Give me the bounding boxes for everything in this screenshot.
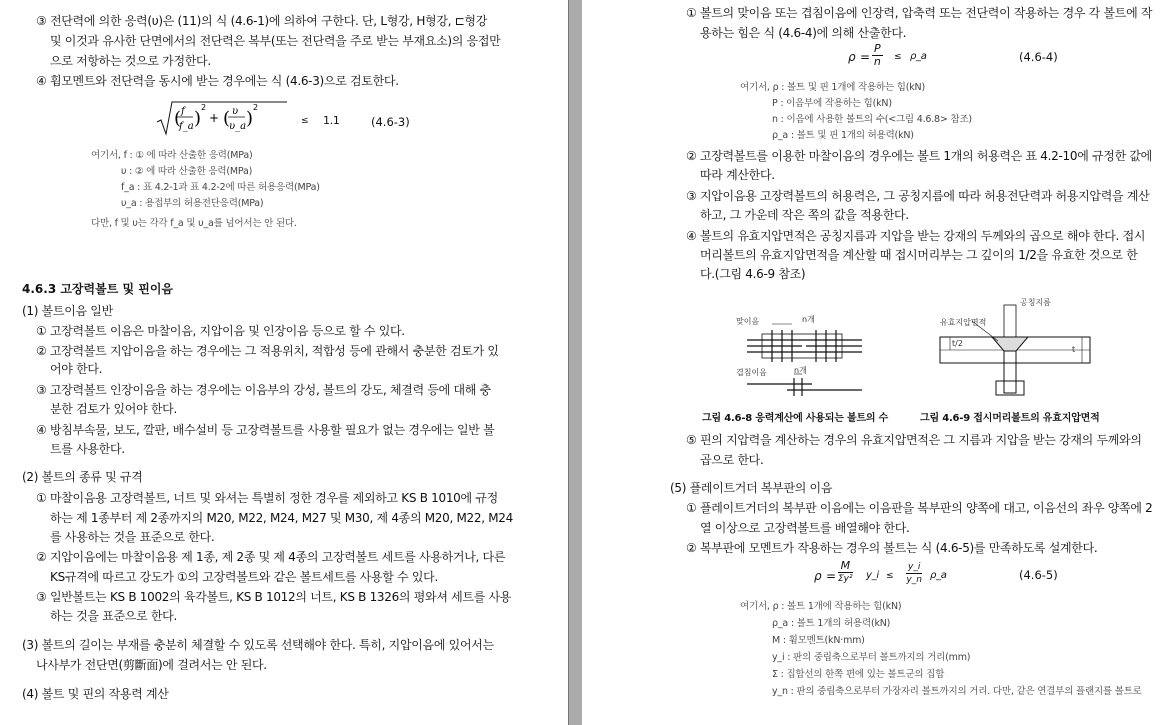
eq463-rhs: 1.1 [323,114,340,127]
svg-text:+: + [209,111,220,125]
sub1-item3: ③ 고장력볼트 인장이음을 하는 경우에는 이음부의 강성, 볼트의 강도, 체결력 등에 대해 충 [36,383,491,397]
fig9-label-half: t/2 [952,339,963,348]
r-sub5-item1b: 열 이상으로 고장력볼트를 배열해야 한다. [700,521,910,535]
where-line5: 다만, f 및 υ는 각각 f_a 및 υ_a를 넘어서는 안 된다. [91,218,297,229]
eq463-va: υ_a [229,121,247,132]
sub2-item2: ② 지압이음에는 마찰이음용 제 1종, 제 2종 및 제 4종의 고장력볼트 세트를 사용하거나, 다른 [36,550,506,564]
r-where1-line4: ρ_a : 볼트 및 핀 1개의 허용력(kN) [772,130,914,141]
figure-4-6-8 [732,310,872,405]
r-where2-line1: 여기서, ρ : 볼트 1개에 작용하는 힘(kN) [740,601,902,612]
r-sub5-item1: ① 플레이트거더의 복부판 이음에는 이음판을 복부판의 양쪽에 대고, 이음선의 좌우 양쪽에 2 [686,501,1153,515]
sub3-line2: 나사부가 전단면(剪斷面)에 걸려서는 안 된다. [36,658,267,672]
sub1-item4: ④ 방침부속물, 보도, 깔판, 배수설비 등 고장력볼트를 사용할 필요가 없는 경우에는 일반 볼 [36,423,495,437]
r-item4c: 다.(그림 4.6-9 참조) [700,267,806,281]
r-item5b: 곱으로 한다. [700,453,764,467]
eq465-yi: y_i [866,570,879,581]
sub2-item3b: 하는 것을 표준으로 한다. [50,609,177,623]
eq465-den: Σy² [838,574,853,584]
item3-line1: ③ 전단력에 의한 응력(υ)은 (11)의 식 (4.6-1)에 의하여 구한다. 단, L형강, H형강, ⊏형강 [36,14,488,28]
where-line1: 여기서, f : ① 에 따라 산출한 응력(MPa) [91,150,253,161]
r-where2-line4: y_i : 판의 중립축으로부터 볼트까지의 거리(mm) [772,652,971,663]
right-page: ① 볼트의 맞이음 또는 겹침이음에 인장력, 압축력 또는 전단력이 작용하는 경우 각 볼트에 작 용하는 힘은 식 (4.6-4)에 의해 산출한다. ρ = $\frac{P}{n}$ ≤ ρ_a (4.6-4) 여기서, ρ : 볼트 및 핀 1개에 작용하는 힘(kN) P : 이음부에 작용하는 힘(kN) n : 이음에 사용한 볼트의 수(<그림 4.6.8> 참조) ρ_a : 볼트 및 핀 1개의 허용력(kN) ② 고장력볼트를 이용한 마찰이음의 경우에는 볼트 1개의 허용력은 표 4.2-10에 규정한 값에 따라 계산한다. ③ 지압이음용 고장력볼트의 허용력은, 그 공칭지름에 따라 허용전단력과 허용지압력을 계산 하고, 그 가운데 작은 쪽의 값을 적용한다. ④ 볼트의 유효지압면적은 공칭지름과 지압을 받는 강재의 두께와의 곱으로 해야 한다. 접시 머리볼트의 유효지압면적을 계산할 때 접시머리부는 그 깊이의 1/2을 유효한 것으로 한 다.(그림 4.6-9 참조) 맞이음 n개 겹침이음 n개 공칭지름 유효지압면적 t/2 t 그림 4.6-8 응력계산에 사용되는 볼트의 수 그림 4.6-9 접시머리볼트의 유효지압면적 ⑤ 핀의 지압력을 계산하는 경우의 유효지압면적은 그 지름과 지압을 받는 강재의 두께와의 곱으로 한다. (5) 플레이트거더 복부판의 이음 ① 플레이트거더의 복부판 이음에는 이음판을 복부판의 양쪽에 대고, 이음선의 좌우 양쪽에 2 열 이상으로 고장력볼트를 배열해야 한다. ② 복부판에 모멘트가 작용하는 경우의 볼트는 식 (4.6-5)를 만족하도록 설계한다. ρ = M Σy² y_i ≤ $\frac{y\_i}{y\_n}$ ρ_a (4.6-5) 여기서, ρ : 볼트 1개에 작용하는 힘(kN) ρ_a : 볼트 1개의 허용력(kN) M : 휨모멘트(kN·mm) y_i : 판의 중립축으로부터 볼트까지의 거리(mm) Σ : 집합선의 한쪽 편에 있는 볼트군의 집합 y_n : 판의 중립축으로부터 가장자리 볼트까지의 거리. 다만, 같은 연결부의 플랜지를 볼트로 [582,0,1164,725]
figure-4-6-9 [932,295,1092,405]
r-item4b: 머리볼트의 유효지압면적을 계산할 때 접시머리부는 그 깊이의 1/2을 유효한 것으로 한 [700,248,1138,262]
eq463-number: (4.6-3) [371,115,410,129]
item4-line: ④ 휨모멘트와 전단력을 동시에 받는 경우에는 식 (4.6-3)으로 검토한다. [36,74,399,88]
sub2-item3: ③ 일반볼트는 KS B 1002의 육각볼트, KS B 1012의 너트, KS B 1326의 평와셔 세트를 사용 [36,590,512,604]
r-where1-line2: P : 이음부에 작용하는 힘(kN) [772,98,892,109]
sub1-item2: ② 고장력볼트 지압이음을 하는 경우에는 그 적용위치, 적합성 등에 관해서 충분한 검토가 있 [36,344,499,358]
r-item3: ③ 지압이음용 고장력볼트의 허용력은, 그 공칭지름에 따라 허용전단력과 허용지압력을 계산 [686,189,1150,203]
svg-text:): ) [194,108,202,129]
sub3-line1: (3) 볼트의 길이는 부재를 충분히 체결할 수 있도록 선택해야 한다. 특히, 지압이음에 있어서는 [22,638,494,652]
r-sub5-heading: (5) 플레이트거더 복부판의 이음 [670,481,833,495]
eq465-yn: y_n [906,575,922,585]
eq464-rhs: ρ_a [910,51,927,62]
eq463-fa: f_a [179,121,194,132]
sub1-item2b: 어야 한다. [50,362,103,376]
eq465-rel: ≤ [886,571,894,581]
fig8-label-n1: n개 [802,315,815,324]
r-where2-line3: M : 휨모멘트(kN·mm) [772,635,865,646]
page-gap-left [568,0,569,725]
eq463-sq1: 2 [201,103,207,112]
r-where2-line2: ρ_a : 볼트 1개의 허용력(kN) [772,618,891,629]
where-line2: υ : ② 에 따라 산출한 응력(MPa) [121,166,253,177]
eq464-lhs: ρ [848,50,856,64]
svg-text:(: ( [174,108,182,129]
sub4-heading: (4) 볼트 및 핀의 작용력 계산 [22,687,169,701]
eq463-v: υ [232,106,239,117]
eq463-rel: ≤ [301,116,309,126]
eq464-den: n [873,55,881,68]
sub1-heading: (1) 볼트이음 일반 [22,304,113,318]
fig9-label-t: t [1072,345,1076,354]
eq464-num: P [874,42,881,55]
sub1-item4b: 트를 사용한다. [50,442,125,456]
fig8-label-bottom: 겹침이음 [736,368,767,377]
fig9-label-dia: 공칭지름 [1020,298,1051,307]
eq464-number: (4.6-4) [1019,50,1058,64]
sub1-item3b: 분한 검토가 있어야 한다. [50,402,177,416]
sub2-item1: ① 마찰이음용 고장력볼트, 너트 및 와셔는 특별히 정한 경우를 제외하고 KS B 1010에 규정 [36,491,498,505]
eq465-number: (4.6-5) [1019,568,1058,582]
sub2-item1b: 하는 제 1종부터 제 2종까지의 M20, M22, M24, M27 및 M30, 제 4종의 M20, M22, M24 [50,511,513,525]
left-page [0,0,568,725]
r-item1-line1: ① 볼트의 맞이음 또는 겹침이음에 인장력, 압축력 또는 전단력이 작용하는 경우 각 볼트에 작 [686,6,1153,20]
r-where2-line6: y_n : 판의 중립축으로부터 가장자리 볼트까지의 거리. 다만, 같은 연결부의 플랜지를 볼트로 [772,686,1142,697]
r-item5: ⑤ 핀의 지압력을 계산하는 경우의 유효지압면적은 그 지름과 지압을 받는 강재의 두께와의 [686,433,1142,447]
eq465-rhs: ρ_a [930,570,947,581]
r-item2b: 따라 계산한다. [700,168,775,182]
r-item3b: 하고, 그 가운데 작은 쪽의 값을 적용한다. [700,208,909,222]
where-line4: υ_a : 용접부의 허용전단응력(MPa) [121,198,264,209]
item3-line3: 으로 저항하는 것으로 가정한다. [50,54,211,68]
eq464-rel: ≤ [894,52,902,62]
svg-text:(: ( [223,108,231,129]
fig8-label-n2: n개 [794,366,807,375]
where-line3: f_a : 표 4.2-1과 표 4.2-2에 따른 허용응력(MPa) [121,182,320,193]
r-item2: ② 고장력볼트를 이용한 마찰이음의 경우에는 볼트 1개의 허용력은 표 4.2-10에 규정한 값에 [686,149,1152,163]
fig8-label-top: 맞이음 [736,317,760,326]
sub2-item2b: KS규격에 따르고 강도가 ①의 고장력볼트와 같은 볼트세트를 사용할 수 있다. [50,570,438,584]
eq463-f: f [181,106,185,117]
caption-4-6-8: 그림 4.6-8 응력계산에 사용되는 볼트의 수 [702,413,889,424]
r-where1-line1: 여기서, ρ : 볼트 및 핀 1개에 작용하는 힘(kN) [740,82,925,93]
r-where2-line5: Σ : 집합선의 한쪽 편에 있는 볼트군의 집합 [772,669,945,680]
sub2-item1c: 를 사용하는 것을 표준으로 한다. [50,530,215,544]
eq465-num: M [838,560,853,573]
svg-text:): ) [246,108,254,129]
fig9-label-area: 유효지압면적 [940,318,987,327]
eq465-lhs: ρ [814,569,822,583]
eq465-yi2: y_i [908,562,921,572]
item3-line2: 및 이것과 유사한 단면에서의 전단력은 복부(또는 전단력을 주로 받는 부재요소)의 응접만 [50,34,501,48]
sub2-heading: (2) 볼트의 종류 및 규격 [22,470,143,484]
r-where1-line3: n : 이음에 사용한 볼트의 수(<그림 4.6.8> 참조) [772,114,972,125]
r-sub5-item2: ② 복부판에 모멘트가 작용하는 경우의 볼트는 식 (4.6-5)를 만족하도록 설계한다. [686,541,1098,555]
eq463-sq2: 2 [253,103,259,112]
caption-4-6-9: 그림 4.6-9 접시머리볼트의 유효지압면적 [920,413,1100,424]
sub1-item1: ① 고장력볼트 이음은 마찰이음, 지압이음 및 인장이음 등으로 할 수 있다. [36,324,405,338]
countersunk-bolt-diagram [932,295,1092,405]
section-title: 4.6.3 고장력볼트 및 핀이음 [22,282,174,296]
r-item1-line2: 용하는 힘은 식 (4.6-4)에 의해 산출한다. [700,26,907,40]
sqrt-sign [155,100,295,138]
r-item4: ④ 볼트의 유효지압면적은 공칭지름과 지압을 받는 강재의 두께와의 곱으로 해야 한다. 접시 [686,229,1146,243]
